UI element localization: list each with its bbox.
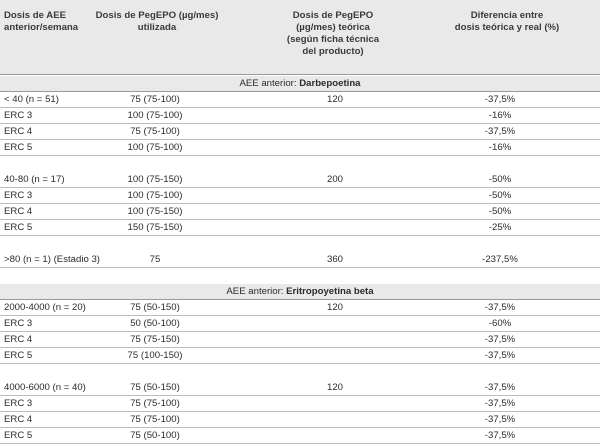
row-label: 2000-4000 (n = 20): [4, 302, 86, 313]
spacer-row: [0, 268, 600, 283]
dose-difference: -237,5%: [482, 254, 518, 265]
dose-used: 75 (50-100): [130, 430, 180, 441]
header-pegepo-dose-used: Dosis de PegEPO (µg/mes) utilizada: [95, 10, 219, 33]
section-header: [0, 76, 600, 92]
dose-difference: -37,5%: [484, 350, 516, 361]
dose-difference: -50%: [488, 206, 512, 217]
row-label: ERC 5: [4, 350, 33, 361]
row-label: ERC 4: [4, 126, 33, 137]
table-row: [0, 204, 600, 220]
dose-difference: -60%: [488, 318, 512, 329]
spacer-row: [0, 156, 600, 171]
section-header: [0, 284, 600, 300]
header-pegepo-dose-theoretical: Dosis de PegEPO (µg/mes) teórica (según ficha técnica del producto): [286, 10, 380, 57]
row-label: 40-80 (n = 17): [4, 174, 65, 185]
dose-used: 75 (75-150): [130, 334, 180, 345]
section-prefix: AEE anterior:: [226, 286, 287, 297]
table-row: [0, 252, 600, 268]
dose-difference: -37,5%: [484, 94, 516, 105]
table-row: [0, 188, 600, 204]
dose-theoretical: 360: [326, 254, 343, 265]
section-name: Darbepoetina: [299, 78, 361, 89]
row-label: ERC 3: [4, 318, 33, 329]
row-label: >80 (n = 1) (Estadio 3): [4, 254, 100, 265]
dose-used: 100 (75-100): [127, 142, 183, 153]
dose-difference: -37,5%: [484, 430, 516, 441]
dose-used: 100 (75-150): [127, 174, 183, 185]
dose-used: 75: [149, 254, 161, 265]
table-header: [0, 0, 600, 75]
dose-used: 150 (75-150): [127, 222, 183, 233]
row-label: < 40 (n = 51): [4, 94, 59, 105]
dose-difference: -37,5%: [484, 126, 516, 137]
table-row: [0, 412, 600, 428]
header-dose-difference: Diferencia entre dosis teórica y real (%): [454, 10, 560, 33]
row-label: ERC 3: [4, 398, 33, 409]
dose-used: 100 (75-100): [127, 110, 183, 121]
section-prefix: AEE anterior:: [239, 78, 300, 89]
dose-theoretical: 120: [326, 382, 343, 393]
dose-difference: -16%: [488, 142, 512, 153]
table-row: [0, 396, 600, 412]
table-row: [0, 172, 600, 188]
section-name: Eritropoyetina beta: [286, 286, 374, 297]
dose-theoretical: 200: [326, 174, 343, 185]
table-row: [0, 124, 600, 140]
table-row: [0, 92, 600, 108]
spacer-row: [0, 364, 600, 379]
dose-difference: -50%: [488, 174, 512, 185]
dose-used: 75 (100-150): [127, 350, 183, 361]
dose-difference: -37,5%: [484, 382, 516, 393]
dose-difference: -16%: [488, 110, 512, 121]
row-label: ERC 3: [4, 190, 33, 201]
row-label: 4000-6000 (n = 40): [4, 382, 86, 393]
table-row: [0, 108, 600, 124]
spacer-row: [0, 236, 600, 251]
row-label: ERC 4: [4, 414, 33, 425]
dose-used: 50 (50-100): [130, 318, 180, 329]
table-row: [0, 380, 600, 396]
dose-difference: -25%: [488, 222, 512, 233]
table-row: [0, 348, 600, 364]
table-row: [0, 332, 600, 348]
dose-used: 75 (75-100): [130, 126, 180, 137]
table-row: [0, 428, 600, 444]
dose-theoretical: 120: [326, 94, 343, 105]
row-label: ERC 5: [4, 222, 33, 233]
dose-used: 75 (75-100): [130, 94, 180, 105]
header-dose-previous-aee: Dosis de AEE anterior/semana: [4, 10, 79, 33]
row-label: ERC 4: [4, 206, 33, 217]
row-label: ERC 5: [4, 142, 33, 153]
dose-difference: -37,5%: [484, 414, 516, 425]
row-label: ERC 5: [4, 430, 33, 441]
dose-used: 75 (50-150): [130, 302, 180, 313]
dose-used: 100 (75-150): [127, 206, 183, 217]
row-label: ERC 3: [4, 110, 33, 121]
dose-used: 75 (75-100): [130, 414, 180, 425]
table-row: [0, 220, 600, 236]
table-row: [0, 316, 600, 332]
dose-difference: -37,5%: [484, 302, 516, 313]
dose-used: 100 (75-100): [127, 190, 183, 201]
dose-difference: -50%: [488, 190, 512, 201]
table-row: [0, 300, 600, 316]
dose-difference: -37,5%: [484, 398, 516, 409]
table-row: [0, 140, 600, 156]
dose-used: 75 (75-100): [130, 398, 180, 409]
dose-difference: -37,5%: [484, 334, 516, 345]
dose-theoretical: 120: [326, 302, 343, 313]
dose-used: 75 (50-150): [130, 382, 180, 393]
row-label: ERC 4: [4, 334, 33, 345]
